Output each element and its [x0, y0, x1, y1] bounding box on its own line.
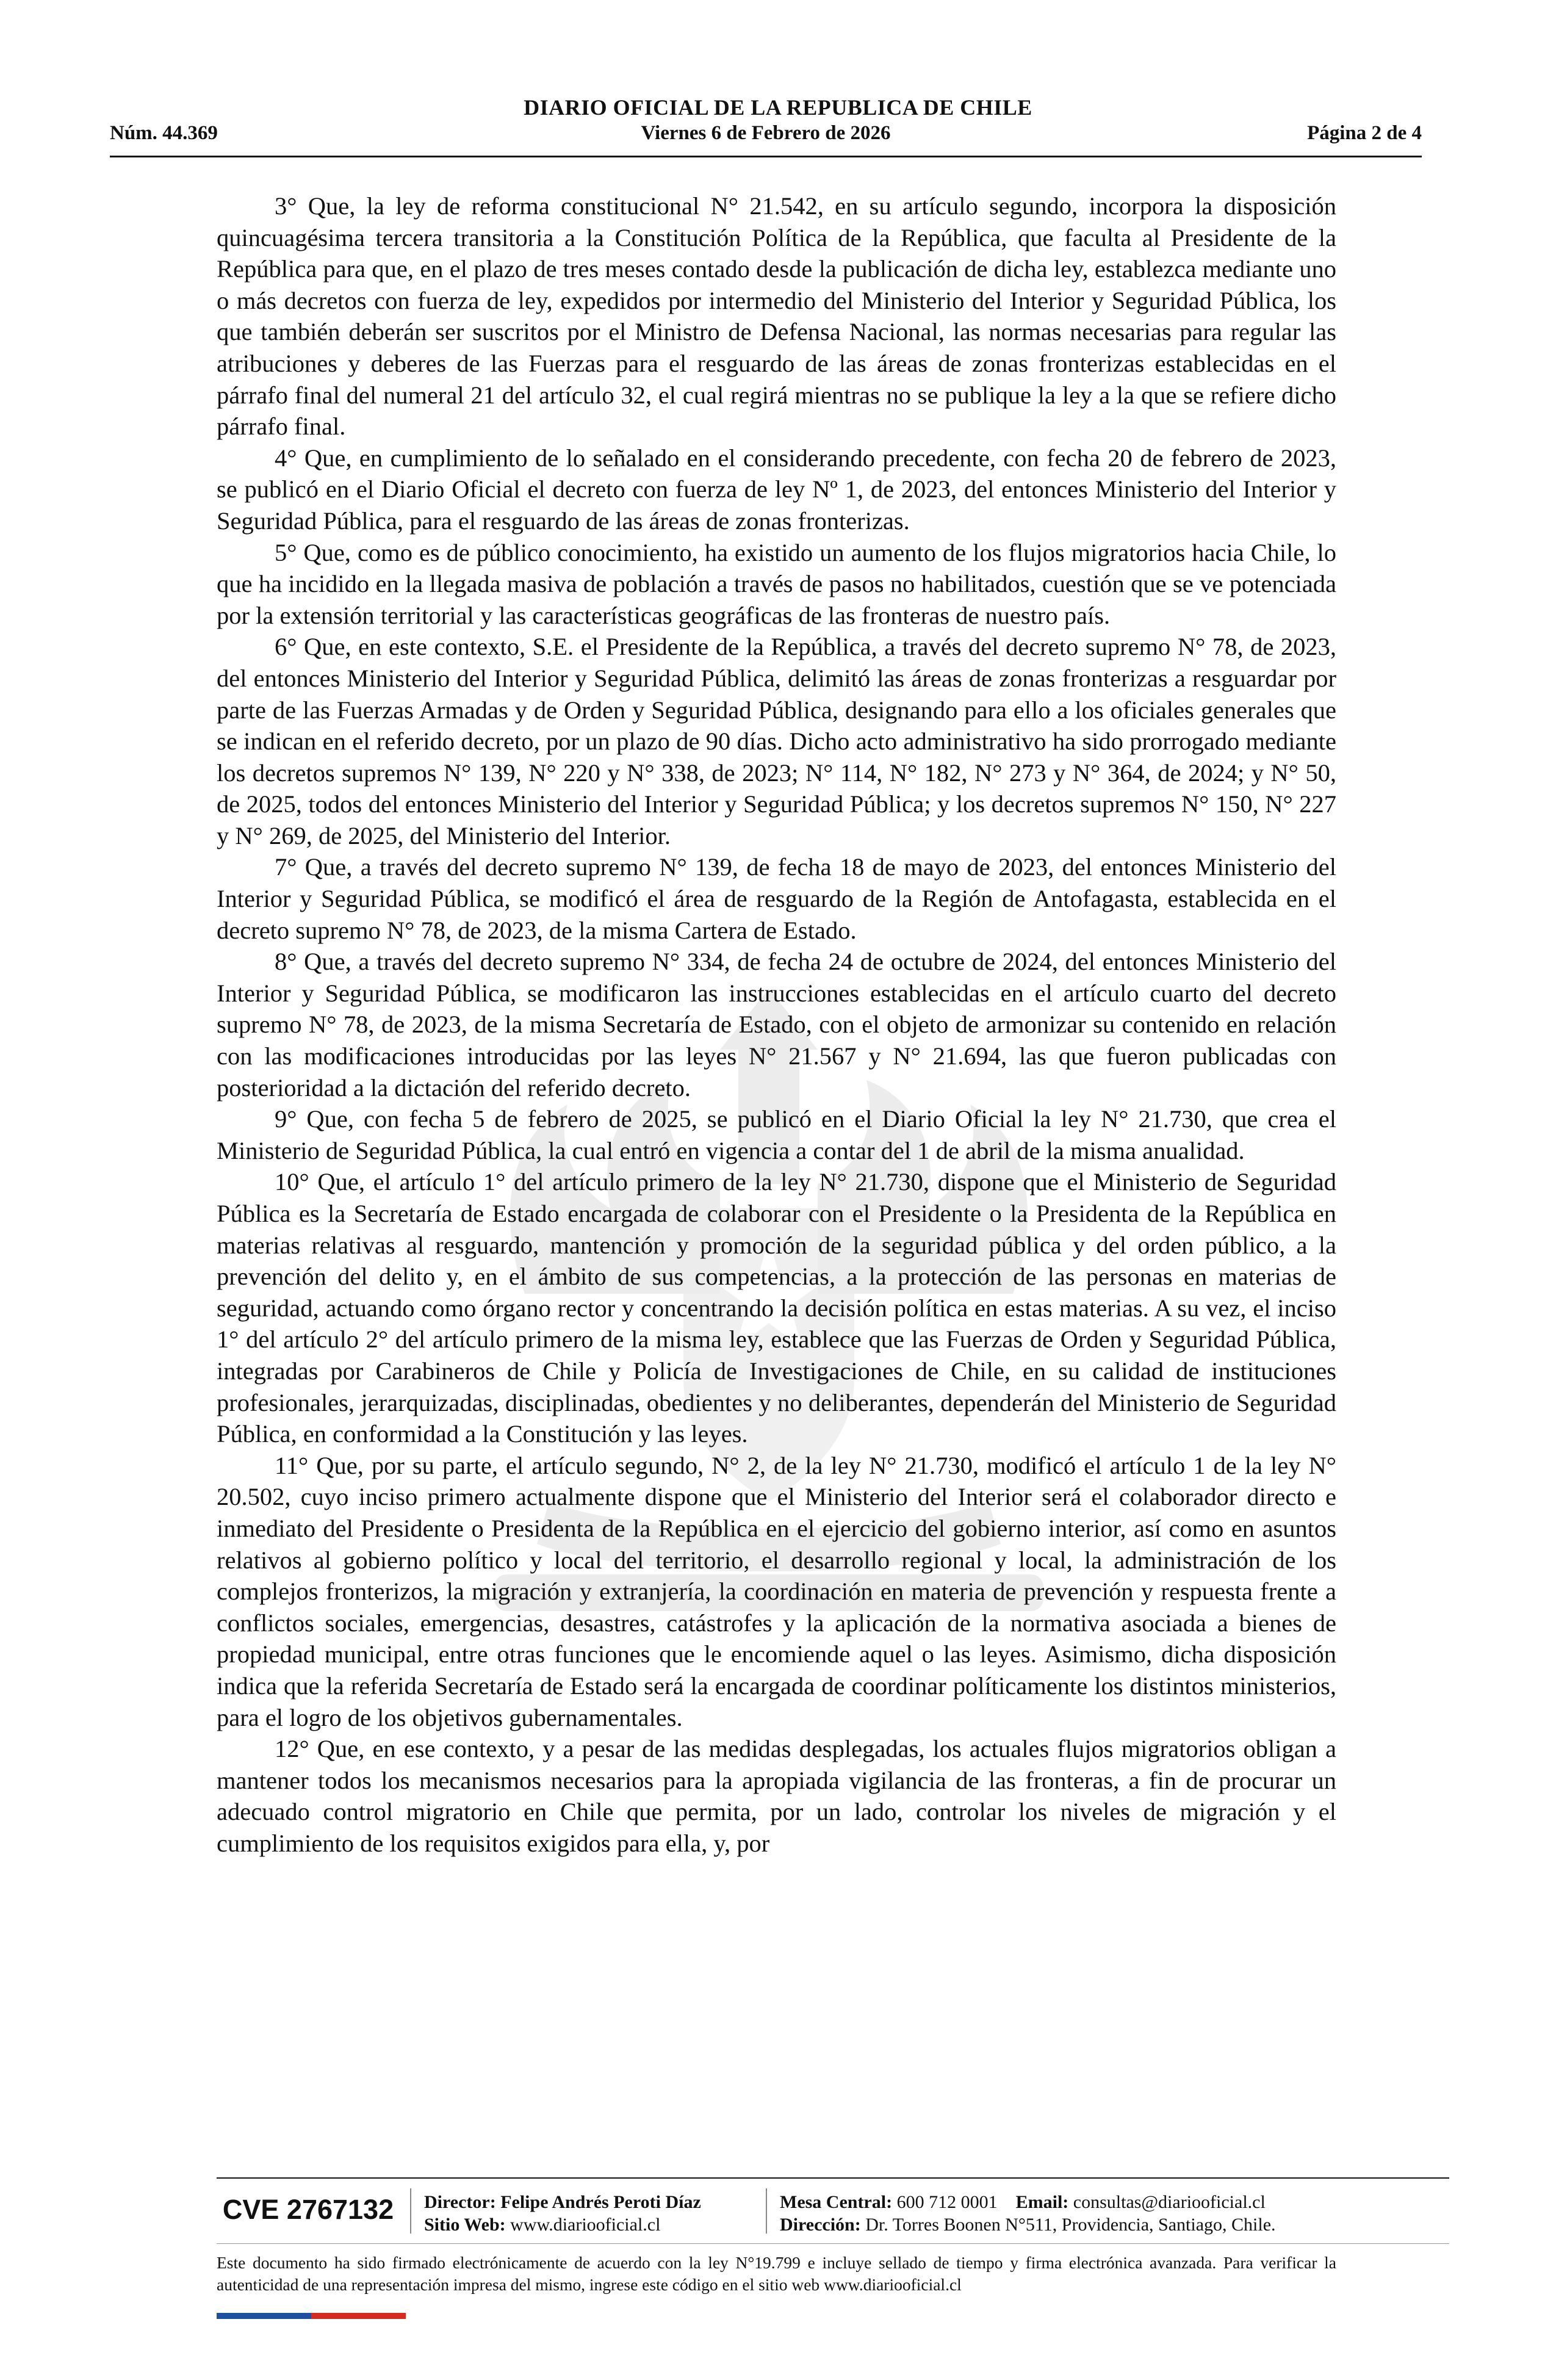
electronic-signature-note: Este documento ha sido firmado electrónicamente de acuerdo con la ley N°19.799 e incluye sellado de tiempo y firma electrónica avanzada. Para verificar la autenticidad de una representación impresa del mismo, ingrese este código en el sitio web www.diariooficial.cl	[217, 2253, 1336, 2294]
paragraph: 11° Que, por su parte, el artículo segundo, N° 2, de la ley N° 21.730, modificó el artículo 1 de la ley N° 20.502, cuyo inciso primero actualmente dispone que el Ministerio del Interior será el colaborador directo e inmediato del Presidente o Presidenta de la República en el ejercicio del gobierno interior, así como en asuntos relativos al gobierno político y local del territorio, el desarrollo regional y local, la administración de los complejos fronterizos, la migración y extranjería, la coordinación en materia de prevención y respuesta frente a conflictos sociales, emergencias, desastres, catástrofes y la aplicación de la normativa asociada a bienes de propiedad municipal, entre otras funciones que le encomiende aquel o las leyes. Asimismo, dicha disposición indica que la referida Secretaría de Estado será la encargada de coordinar políticamente los distintos ministerios, para el logro de los objetivos gubernamentales.	[217, 1451, 1336, 1731]
newspaper-title: DIARIO OFICIAL DE LA REPUBLICA DE CHILE	[524, 95, 1032, 120]
document-body	[217, 190, 1336, 1859]
paragraph: 8° Que, a través del decreto supremo N° 334, de fecha 24 de octubre de 2024, del entonces Ministerio del Interior y Seguridad Pública, se modificaron las instrucciones establecidas en el artículo cuarto del decreto supremo N° 78, de 2023, de la misma Secretaría de Estado, con el objeto de armonizar su contenido en relación con las modificaciones introducidas por las leyes N° 21.567 y N° 21.694, las que fueron publicadas con posterioridad a la dictación del referido decreto.	[217, 948, 1336, 1102]
paragraph: 9° Que, con fecha 5 de febrero de 2025, se publicó en el Diario Oficial la ley N° 21.730, que crea el Ministerio de Seguridad Pública, la cual entró en vigencia a contar del 1 de abril de la misma anualidad.	[217, 1105, 1336, 1164]
website-label: Sitio Web:	[424, 2215, 506, 2235]
paragraph: 10° Que, el artículo 1° del artículo primero de la ley N° 21.730, dispone que el Ministerio de Seguridad Pública es la Secretaría de Estado encargada de colaborar con el Presidente o la Presidenta de la República en materias relativas al resguardo, mantención y promoción de la seguridad pública y del orden público, a la prevención del delito y, en el ámbito de sus competencias, a la protección de las personas en materias de seguridad, actuando como órgano rector y concentrando la decisión política en estas materias. A su vez, el inciso 1° del artículo 2° del artículo primero de la misma ley, establece que las Fuerzas de Orden y Seguridad Pública, integradas por Carabineros de Chile y Policía de Investigaciones de Chile, en su calidad de instituciones profesionales, jerarquizadas, disciplinadas, obedientes y no deliberantes, dependerán del Ministerio de Seguridad Pública, en conformidad a la Constitución y las leyes.	[217, 1168, 1336, 1448]
footer-separator	[410, 2188, 411, 2234]
header-divider	[110, 156, 1422, 157]
page-number: Página 2 de 4	[1307, 122, 1422, 144]
phone-label: Mesa Central:	[780, 2192, 893, 2212]
header-row	[110, 122, 1422, 149]
website-link[interactable]: www.diariooficial.cl	[510, 2215, 661, 2235]
paragraph: 6° Que, en este contexto, S.E. el Presidente de la República, a través del decreto supremo N° 78, de 2023, del entonces Ministerio del Interior y Seguridad Pública, delimitó las áreas de zonas fronterizas a resguardar por parte de las Fuerzas Armadas y de Orden y Seguridad Pública, designando para ello a los oficiales generales que se indican en el referido decreto, por un plazo de 90 días. Dicho acto administrativo ha sido prorrogado mediante los decretos supremos N° 139, N° 220 y N° 338, de 2023; N° 114, N° 182, N° 273 y N° 364, de 2024; y N° 50, de 2025, todos del entonces Ministerio del Interior y Seguridad Pública; y los decretos supremos N° 150, N° 227 y N° 269, de 2025, del Ministerio del Interior.	[217, 633, 1336, 849]
phone-number: 600 712 0001	[896, 2192, 998, 2212]
flag-stripe-red	[311, 2313, 406, 2319]
issue-date: Viernes 6 de Febrero de 2026	[641, 122, 891, 144]
paragraph: 7° Que, a través del decreto supremo N° 139, de fecha 18 de mayo de 2023, del entonces Ministerio del Interior y Seguridad Pública, se modificó el área de resguardo de la Región de Antofagasta, establecida en el decreto supremo N° 78, de 2023, de la misma Cartera de Estado.	[217, 853, 1336, 944]
issue-number: Núm. 44.369	[110, 122, 218, 144]
paragraph: 3° Que, la ley de reforma constitucional N° 21.542, en su artículo segundo, incorpora la disposición quincuagésima tercera transitoria a la Constitución Política de la República, que faculta al Presidente de la República para que, en el plazo de tres meses contado desde la publicación de dicha ley, establezca mediante uno o más decretos con fuerza de ley, expedidos por intermedio del Ministerio del Interior y Seguridad Pública, los que también deberán ser suscritos por el Ministro de Defensa Nacional, las normas necesarias para regular las atribuciones y deberes de las Fuerzas para el resguardo de las áreas de zonas fronterizas establecidas en el párrafo final del numeral 21 del artículo 32, el cual regirá mientras no se publique la ley a la que se refiere dicho párrafo final.	[217, 192, 1336, 441]
footer-separator	[766, 2188, 767, 2234]
footer-director-block	[424, 2191, 701, 2236]
director-label: Director:	[424, 2192, 496, 2212]
paragraph: 4° Que, en cumplimiento de lo señalado en el considerando precedente, con fecha 20 de febrero de 2023, se publicó en el Diario Oficial el decreto con fuerza de ley Nº 1, de 2023, del entonces Ministerio del Interior y Seguridad Pública, para el resguardo de las áreas de zonas fronterizas.	[217, 444, 1336, 535]
flag-stripe	[217, 2313, 406, 2319]
address-text: Dr. Torres Boonen N°511, Providencia, Santiago, Chile.	[865, 2215, 1276, 2235]
address-label: Dirección:	[780, 2215, 861, 2235]
email-label: Email:	[1015, 2192, 1069, 2212]
cve-code: CVE 2767132	[222, 2194, 394, 2225]
director-name: Felipe Andrés Peroti Díaz	[500, 2192, 701, 2212]
footer-divider	[217, 2177, 1449, 2179]
footer-contact-block	[780, 2191, 1276, 2236]
paragraph: 12° Que, en ese contexto, y a pesar de las medidas desplegadas, los actuales flujos migratorios obligan a mantener todos los mecanismos necesarios para la apropiada vigilancia de las fronteras, a fin de procurar un adecuado control migratorio en Chile que permita, por un lado, controlar los niveles de migración y el cumplimiento de los requisitos exigidos para ella, y, por	[217, 1735, 1336, 1857]
email-link[interactable]: consultas@diariooficial.cl	[1073, 2192, 1266, 2212]
footer-divider-thin	[217, 2243, 1449, 2244]
flag-stripe-blue	[217, 2313, 311, 2319]
paragraph: 5° Que, como es de público conocimiento, ha existido un aumento de los flujos migratorios hacia Chile, lo que ha incidido en la llegada masiva de población a través de pasos no habilitados, cuestión que se ve potenciada por la extensión territorial y las características geográficas de las fronteras de nuestro país.	[217, 538, 1336, 629]
